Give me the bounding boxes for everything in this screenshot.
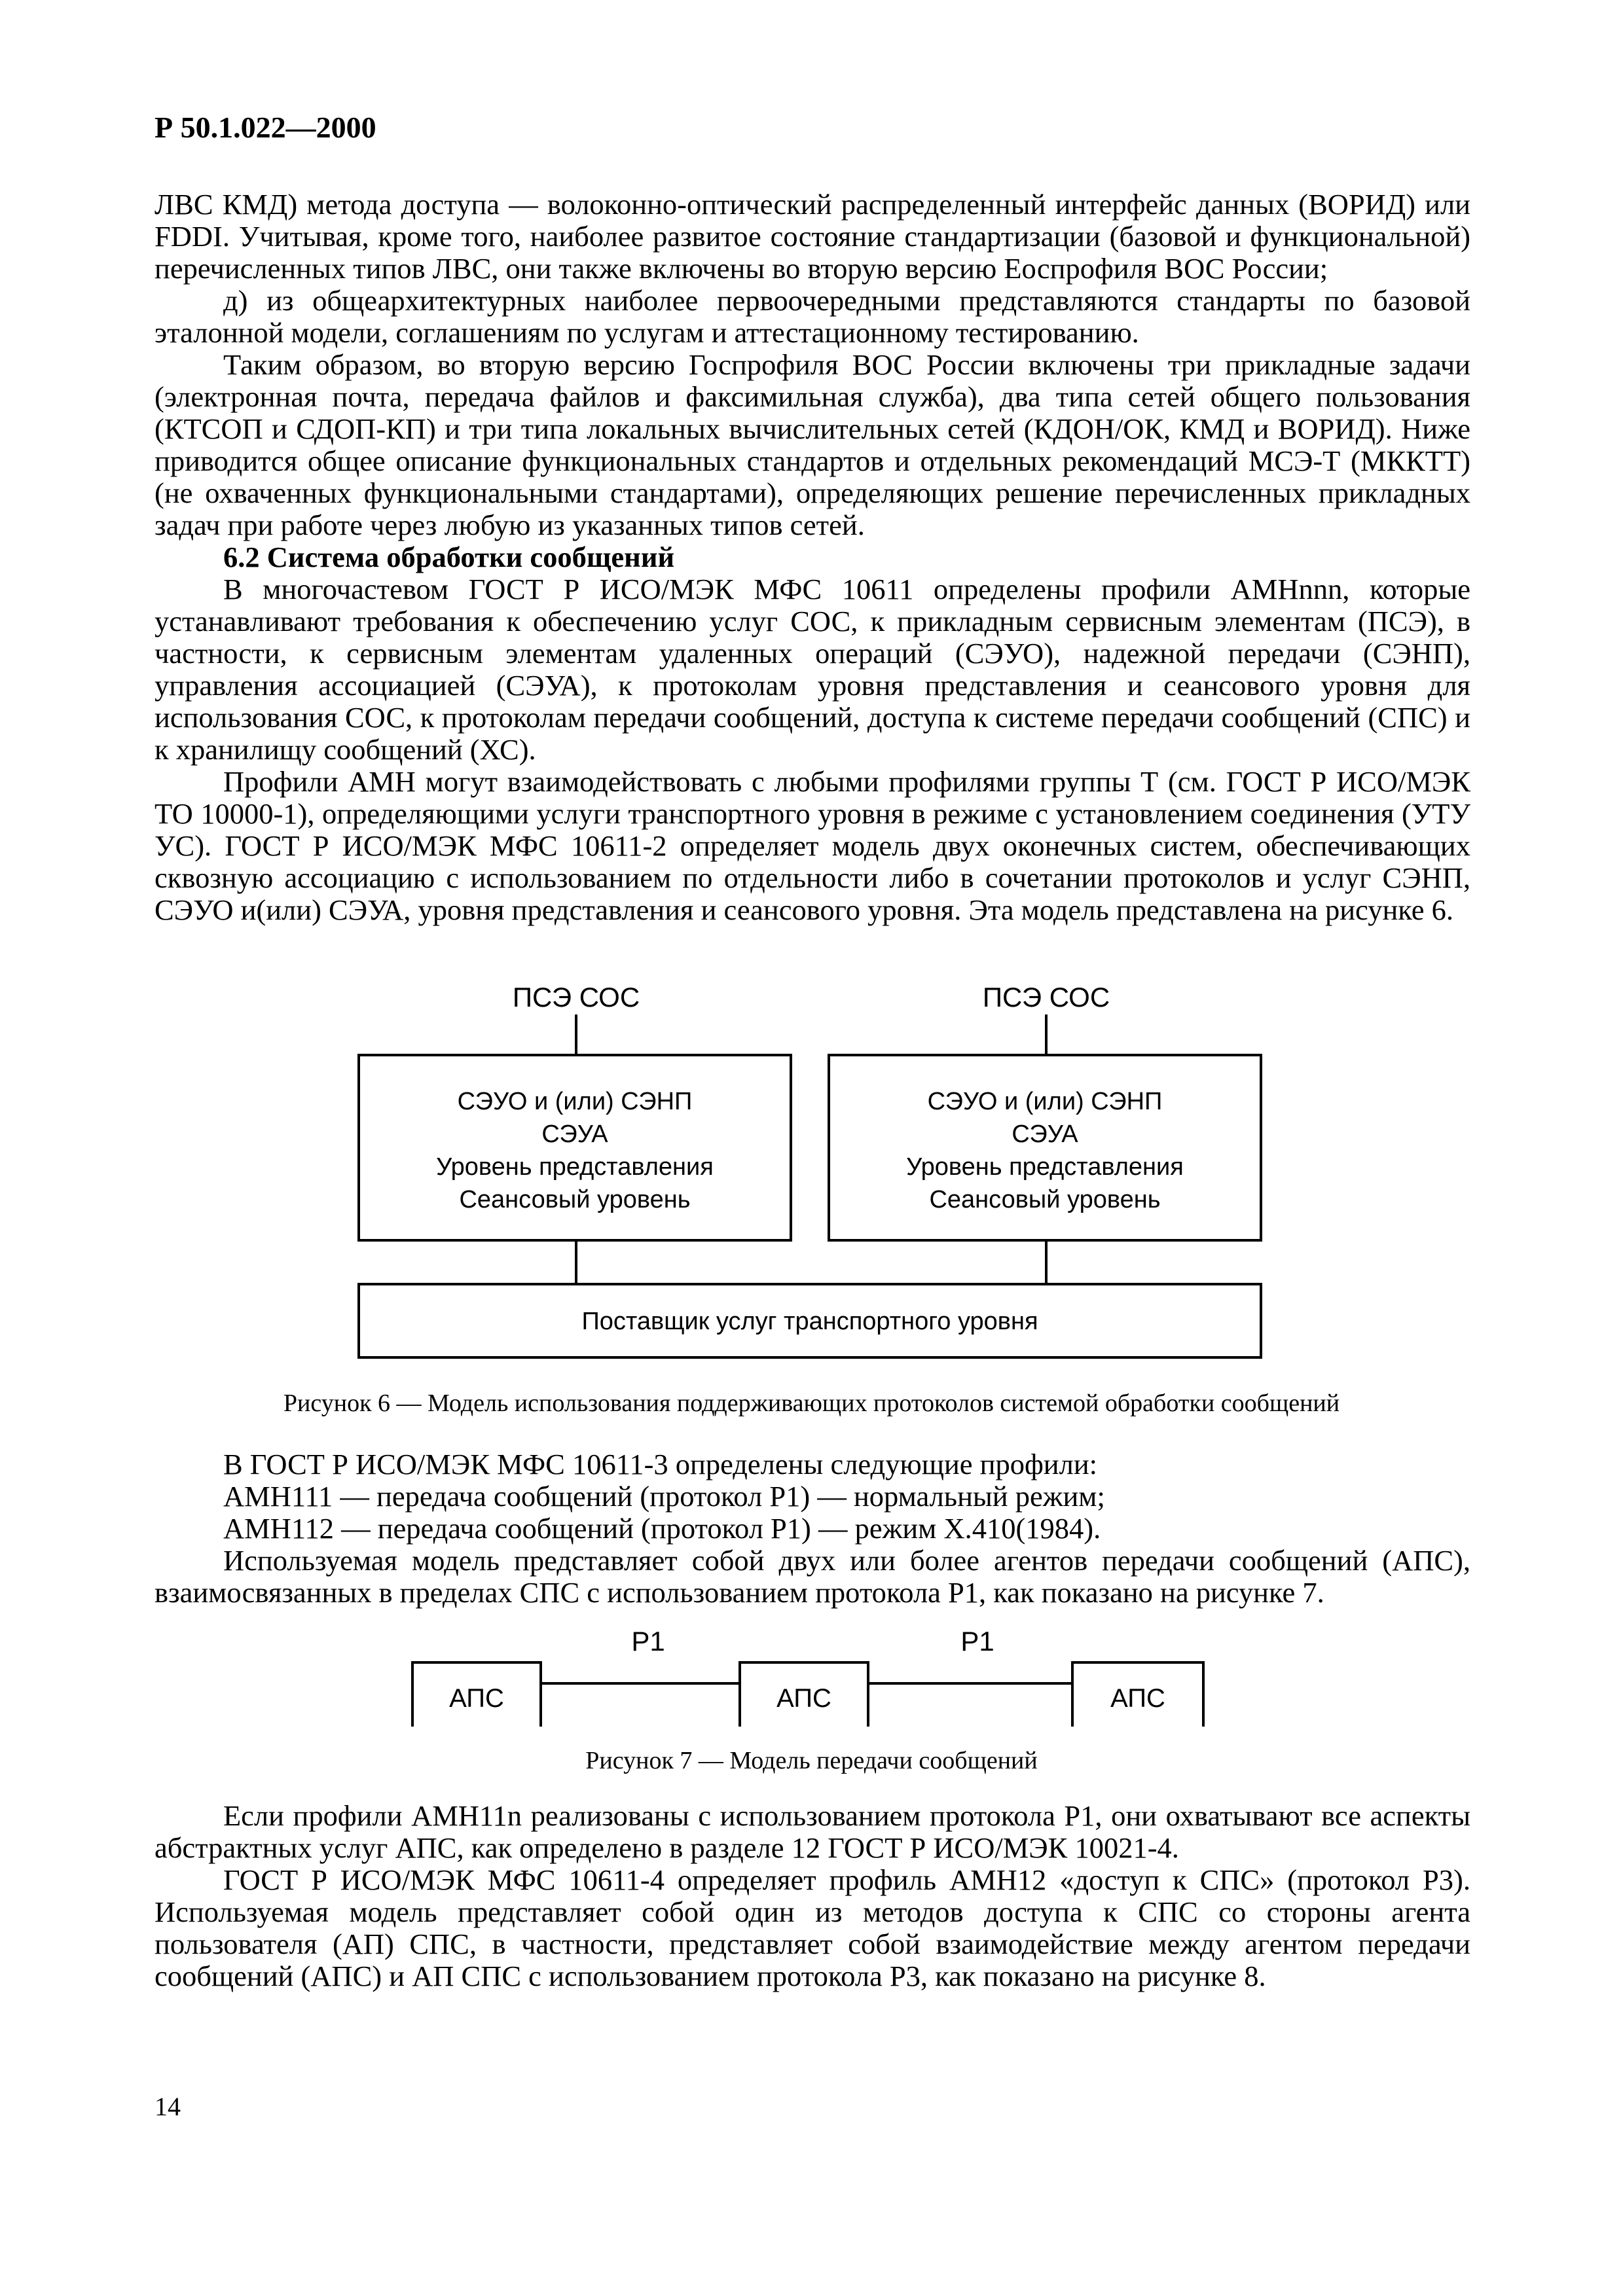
link-label-1: Р1 [631, 1626, 665, 1657]
figure-6-diagram [0, 975, 1623, 1407]
link-label-2: Р1 [960, 1626, 994, 1657]
paragraph: Таким образом, во вторую версию Госпрофиля ВОС России включены три прикладные задачи (электронная почта, передача файлов и факсимильная служба), два типа сетей общего пользования (КТСОП и СДОП-КП) и три типа локальных вычислительных сетей (КДОН/ОК, КМД и ВОРИД). Ниже приводится общее описание функциональных стандартов и отдельных рекомендаций МСЭ-Т (МККТТ) (не охваченных функциональными стандартами), определяющих решение перечисленных прикладных задач при работе через любую из указанных типов сетей. [155, 348, 1470, 541]
figure-7-diagram [0, 1622, 1623, 1727]
right-top-label: ПСЭ СОС [982, 982, 1110, 1013]
paragraph: Профили АМН могут взаимодействовать с любыми профилями группы Т (см. ГОСТ Р ИСО/МЭК ТО 10000-1), определяющими услуги транспортного уровня в режиме с установлением соединения (УТУ УС). ГОСТ Р ИСО/МЭК МФС 10611-2 определяет модель двух оконечных систем, обеспечивающих сквозную ассоциацию с использованием по отдельности либо в сочетании протоколов и услуг СЭНП, СЭУО и(или) СЭУА, уровня представления и сеансового уровня. Эта модель представлена на рисунке 6. [155, 765, 1470, 926]
paragraph: д) из общеархитектурных наиболее первоочередными представляются стандарты по базовой эталонной модели, соглашениям по услугам и аттестационному тестированию. [155, 284, 1470, 349]
transport-provider-label: Поставщик услуг транспортного уровня [581, 1308, 1038, 1335]
page-number: 14 [155, 2092, 181, 2121]
text-block-3 [155, 1800, 1470, 1992]
right-box-line-3: Уровень представления [906, 1153, 1184, 1181]
left-top-label: ПСЭ СОС [512, 982, 640, 1013]
left-box-line-4: Сеансовый уровень [459, 1186, 691, 1213]
mta-label-1: АПС [449, 1684, 504, 1713]
paragraph: Используемая модель представляет собой двух или более агентов передачи сообщений (АПС), взаимосвязанных в пределах СПС с использованием протокола Р1, как показано на рисунке 7. [155, 1544, 1470, 1609]
mta-label-3: АПС [1110, 1684, 1165, 1713]
paragraph: 6.2 Система обработки сообщений [223, 541, 675, 573]
paragraph: АМН112 — передача сообщений (протокол Р1) — режим Х.410(1984). [223, 1512, 1101, 1545]
paragraph: Если профили АМН11n реализованы с использованием протокола Р1, они охватывают все аспекты абстрактных услуг АПС, как определено в разделе 12 ГОСТ Р ИСО/МЭК 10021-4. [155, 1799, 1470, 1864]
right-box-line-1: СЭУО и (или) СЭНП [927, 1088, 1163, 1115]
paragraph: ГОСТ Р ИСО/МЭК МФС 10611-4 определяет профиль АМН12 «доступ к СПС» (протокол Р3). Используемая модель представляет собой один из методов доступа к СПС со стороны агента пользователя (АП) СПС, в частности, представляет собой взаимодействие между агентом передачи сообщений (АПС) и АП СПС с использованием протокола Р3, как показано на рисунке 8. [155, 1863, 1470, 1992]
left-box-line-1: СЭУО и (или) СЭНП [457, 1088, 693, 1115]
right-box-line-2: СЭУА [1012, 1121, 1078, 1148]
left-box-line-3: Уровень представления [436, 1153, 714, 1181]
paragraph: В многочастевом ГОСТ Р ИСО/МЭК МФС 10611 определены профили AMHnnn, которые устанавливают требования к обеспечению услуг СОС, к прикладным сервисным элементам (ПСЭ), в частности, к сервисным элементам удаленных операций (СЭУО), надежной передачи (СЭНП), управления ассоциацией (СЭУА), к протоколам уровня представления и сеансового уровня для использования СОС, к протоколам передачи сообщений, доступа к системе передачи сообщений (СПС) и к хранилищу сообщений (ХС). [155, 573, 1470, 766]
text-block-1 [155, 188, 1470, 926]
right-box-line-4: Сеансовый уровень [929, 1186, 1161, 1213]
document-number: Р 50.1.022—2000 [155, 111, 376, 144]
figure-6-caption: Рисунок 6 — Модель использования поддерживающих протоколов системой обработки сообщений [283, 1390, 1340, 1417]
mta-label-2: АПС [776, 1684, 831, 1713]
left-box-line-2: СЭУА [541, 1121, 608, 1148]
figure-7-caption: Рисунок 7 — Модель передачи сообщений [585, 1747, 1038, 1774]
paragraph: В ГОСТ Р ИСО/МЭК МФС 10611-3 определены следующие профили: [223, 1448, 1097, 1480]
paragraph: ЛВС КМД) метода доступа — волоконно-оптический распределенный интерфейс данных (ВОРИД) или FDDI. Учитывая, кроме того, наиболее развитое состояние стандартизации (базовой и функциональной) перечисленных типов ЛВС, они также включены во вторую версию Еоспрофиля ВОС России; [155, 188, 1470, 285]
paragraph: АМН111 — передача сообщений (протокол Р1) — нормальный режим; [223, 1480, 1105, 1513]
text-block-2 [155, 1448, 1470, 1609]
